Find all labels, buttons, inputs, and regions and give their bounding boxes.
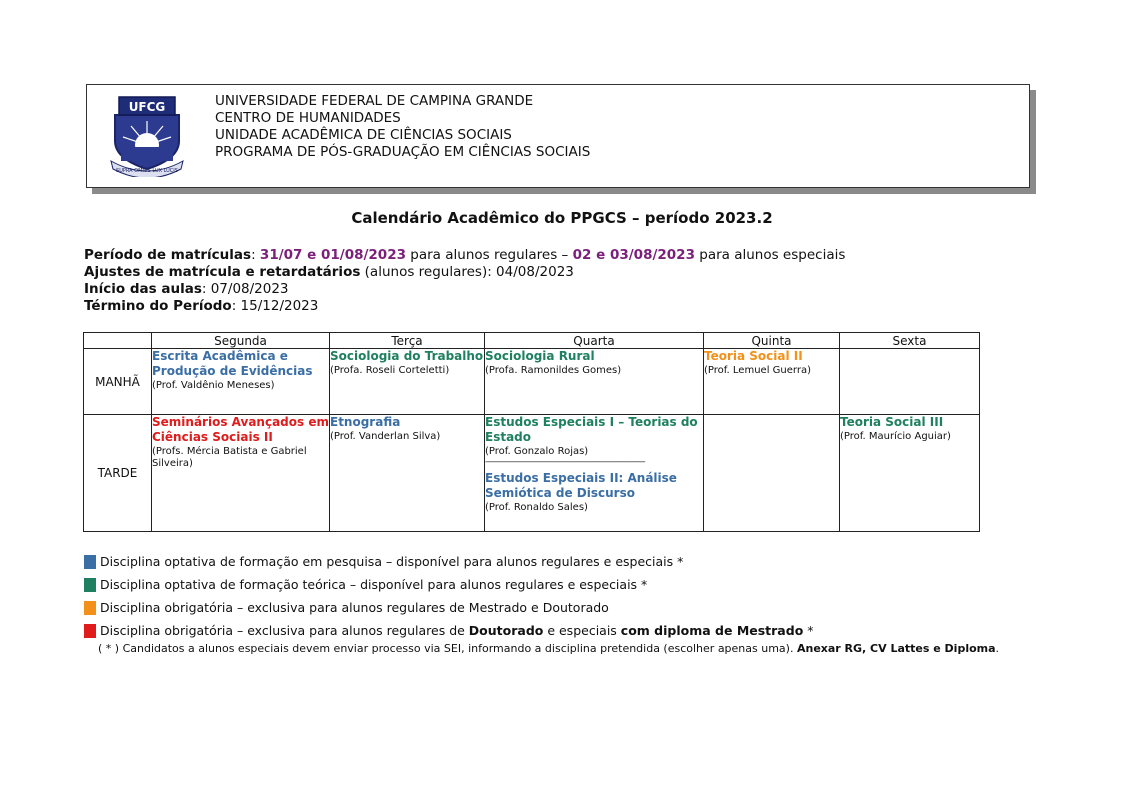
course-divider: ----------------------------------------------------------------------- [485, 459, 645, 466]
course-cell [485, 415, 704, 532]
schedule-table [83, 332, 980, 532]
svg-text:SUPRA OMNIS LUX LUCIS: SUPRA OMNIS LUX LUCIS [116, 168, 178, 174]
day-header: Segunda [152, 333, 330, 349]
course-cell [485, 349, 704, 415]
day-header: Quinta [704, 333, 840, 349]
legend-swatch [84, 578, 96, 592]
course-title: Estudos Especiais II: Análise Semiótica de Discurso [485, 471, 677, 500]
course-title: Seminários Avançados em Ciências Sociais II [152, 415, 329, 444]
legend-text: Disciplina obrigatória – exclusiva para alunos regulares de Doutorado e especiais com diploma de Mestrado * [100, 623, 814, 638]
ufcg-logo [107, 95, 187, 177]
legend-item [84, 573, 814, 596]
header-line-unit: UNIDADE ACADÊMICA DE CIÊNCIAS SOCIAIS [215, 127, 512, 143]
course-cell [152, 415, 330, 532]
footnote: ( * ) Candidatos a alunos especiais devem enviar processo via SEI, informando a disciplina pretendida (escolher apenas uma). Anexar RG, CV Lattes e Diploma. [98, 642, 1000, 655]
shift-label: MANHÃ [84, 349, 152, 415]
course-professor: (Prof. Vanderlan Silva) [330, 431, 441, 442]
legend-swatch [84, 555, 96, 569]
course-cell [330, 415, 485, 532]
course-professor: (Profa. Ramonildes Gomes) [485, 365, 622, 376]
legend-item [84, 596, 814, 619]
course-title: Teoria Social II [704, 349, 803, 363]
course-title: Etnografia [330, 415, 401, 429]
course-title: Sociologia do Trabalho [330, 349, 484, 363]
course-professor: (Prof. Valdênio Meneses) [152, 380, 275, 391]
empty-cell [704, 415, 840, 532]
course-professor: (Prof. Gonzalo Rojas) [485, 446, 589, 457]
course-title: Sociologia Rural [485, 349, 595, 363]
shift-label: TARDE [84, 415, 152, 532]
day-header: Terça [330, 333, 485, 349]
enrollment-period: Período de matrículas: 31/07 e 01/08/2023 para alunos regulares – 02 e 03/08/2023 para alunos especiais [84, 247, 846, 263]
institution-lines [215, 93, 590, 161]
header-line-center: CENTRO DE HUMANIDADES [215, 110, 401, 126]
period-end: Término do Período: 15/12/2023 [84, 298, 319, 314]
course-title: Escrita Acadêmica e Produção de Evidências [152, 349, 313, 378]
day-header: Sexta [840, 333, 980, 349]
schedule-header-row [84, 333, 980, 349]
legend-swatch [84, 624, 96, 638]
legend-text: Disciplina optativa de formação em pesquisa – disponível para alunos regulares e especiais * [100, 554, 684, 569]
legend-item [84, 619, 814, 642]
course-cell [330, 349, 485, 415]
legend-text: Disciplina obrigatória – exclusiva para alunos regulares de Mestrado e Doutorado [100, 600, 609, 615]
header-line-university: UNIVERSIDADE FEDERAL DE CAMPINA GRANDE [215, 93, 534, 109]
afternoon-row [84, 415, 980, 532]
course-professor: (Prof. Ronaldo Sales) [485, 502, 588, 513]
header-line-program: PROGRAMA DE PÓS-GRADUAÇÃO EM CIÊNCIAS SOCIAIS [215, 144, 591, 160]
svg-text:UFCG: UFCG [128, 100, 166, 114]
course-professor: (Prof. Maurício Aguiar) [840, 431, 951, 442]
course-cell [840, 415, 980, 532]
course-professor: (Profs. Mércia Batista e Gabriel Silveira) [152, 446, 307, 469]
empty-cell [840, 349, 980, 415]
enrollment-info [84, 247, 845, 315]
course-title: Estudos Especiais I – Teorias do Estado [485, 415, 698, 444]
legend-item [84, 550, 814, 573]
course-cell [704, 349, 840, 415]
course-professor: (Profa. Roseli Corteletti) [330, 365, 450, 376]
course-professor: (Prof. Lemuel Guerra) [704, 365, 811, 376]
morning-row [84, 349, 980, 415]
legend-text: Disciplina optativa de formação teórica – disponível para alunos regulares e especiais * [100, 577, 648, 592]
enrollment-adjustments: Ajustes de matrícula e retardatários (alunos regulares): 04/08/2023 [84, 264, 574, 280]
classes-start: Início das aulas: 07/08/2023 [84, 281, 289, 297]
corner-cell [84, 333, 152, 349]
course-title: Teoria Social III [840, 415, 944, 429]
course-cell [152, 349, 330, 415]
page-title: Calendário Acadêmico do PPGCS – período 2023.2 [351, 209, 773, 227]
legend-swatch [84, 601, 96, 615]
color-legend [84, 550, 814, 642]
institution-header [86, 84, 1030, 188]
day-header: Quarta [485, 333, 704, 349]
